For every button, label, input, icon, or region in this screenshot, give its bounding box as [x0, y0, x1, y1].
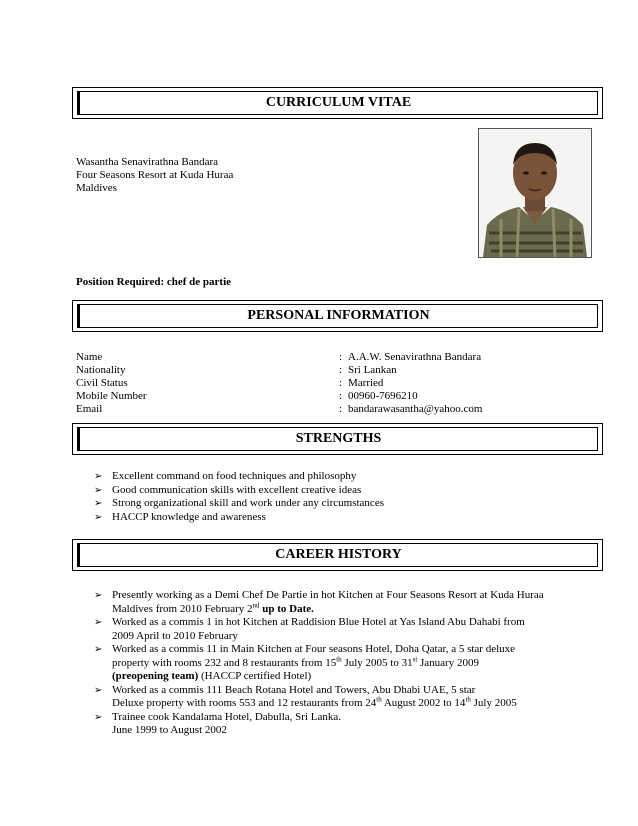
strengths-list — [94, 470, 594, 524]
arrow-bullet-icon: ➢ — [94, 684, 103, 696]
career-list — [94, 589, 604, 738]
list-item: ➢ Excellent command on food techniques and philosophy — [94, 470, 357, 482]
arrow-bullet-icon: ➢ — [94, 484, 103, 496]
arrow-bullet-icon: ➢ — [94, 498, 103, 509]
strengths-box — [72, 423, 603, 455]
info-colon: : — [339, 364, 343, 376]
career-item: ➢ Presently working as a Demi Chef De Partie in hot Kitchen at Four Seasons Resort at Kuda Huraa Maldives from 2010 February 2nd up to Date. — [94, 589, 544, 615]
info-colon: : — [339, 390, 343, 402]
info-colon: : — [339, 377, 343, 389]
personal-info-title: PERSONAL INFORMATION — [77, 304, 598, 328]
info-colon: : — [339, 403, 343, 415]
arrow-bullet-icon: ➢ — [94, 511, 103, 523]
info-value email-link[interactable]: bandarawasantha@yahoo.com — [348, 403, 483, 415]
contact-name: Wasantha Senavirathna Bandara — [76, 156, 219, 168]
info-key: Email — [76, 403, 103, 415]
arrow-bullet-icon: ➢ — [94, 471, 103, 482]
info-key: Civil Status — [76, 377, 128, 389]
info-value: Sri Lankan — [348, 364, 397, 376]
profile-photo — [478, 128, 592, 258]
info-row-civil-status — [76, 377, 596, 390]
info-row-name — [76, 351, 596, 364]
position-required: Position Required: chef de partie — [76, 276, 232, 288]
info-value: Married — [348, 377, 384, 389]
info-row-mobile — [76, 390, 596, 403]
career-history-title: CAREER HISTORY — [77, 543, 598, 567]
arrow-bullet-icon: ➢ — [94, 617, 103, 628]
info-row-email — [76, 403, 596, 416]
career-item: ➢ Worked as a commis 1 in hot Kitchen at Raddision Blue Hotel at Yas Island Abu Dahabi from 2009 April to 2010 February — [94, 616, 525, 642]
career-item: ➢ Trainee cook Kandalama Hotel, Dabulla, Sri Lanka. June 1999 to August 2002 — [94, 710, 341, 736]
person-photo-icon — [479, 129, 591, 257]
career-item: ➢ Worked as a commis 111 Beach Rotana Hotel and Towers, Abu Dhabi UAE, 5 star Deluxe property with rooms 553 and 12 restaurants from 24th August 2002 to 14th July 2005 — [94, 683, 517, 709]
arrow-bullet-icon: ➢ — [94, 711, 103, 723]
info-key: Name — [76, 351, 103, 363]
arrow-bullet-icon: ➢ — [94, 590, 103, 601]
info-row-nationality — [76, 364, 596, 377]
cv-title-box — [72, 87, 603, 119]
info-value: A.A.W. Senavirathna Bandara — [348, 351, 482, 363]
info-colon: : — [339, 351, 343, 363]
personal-info-box — [72, 300, 603, 332]
info-key: Mobile Number — [76, 390, 147, 402]
list-item: ➢ Strong organizational skill and work under any circumstances — [94, 497, 384, 509]
career-history-box — [72, 539, 603, 571]
strengths-title: STRENGTHS — [77, 427, 598, 451]
cv-title: CURRICULUM VITAE — [77, 91, 598, 115]
list-item: ➢ HACCP knowledge and awareness — [94, 510, 266, 523]
arrow-bullet-icon: ➢ — [94, 644, 103, 655]
info-key: Nationality — [76, 364, 126, 376]
contact-workplace: Four Seasons Resort at Kuda Huraa — [76, 169, 234, 181]
info-value: 00960-7696210 — [348, 390, 418, 402]
list-item: ➢ Good communication skills with excellent creative ideas — [94, 483, 362, 496]
contact-country: Maldives — [76, 182, 117, 194]
career-item: ➢ Worked as a commis 11 in Main Kitchen at Four seasons Hotel, Doha Qatar, a 5 star deluxe property with rooms 232 and 8 restaurants from 15th July 2005 to 31st January 2009 (preopening team) (HACCP certified Hotel) — [94, 643, 516, 682]
